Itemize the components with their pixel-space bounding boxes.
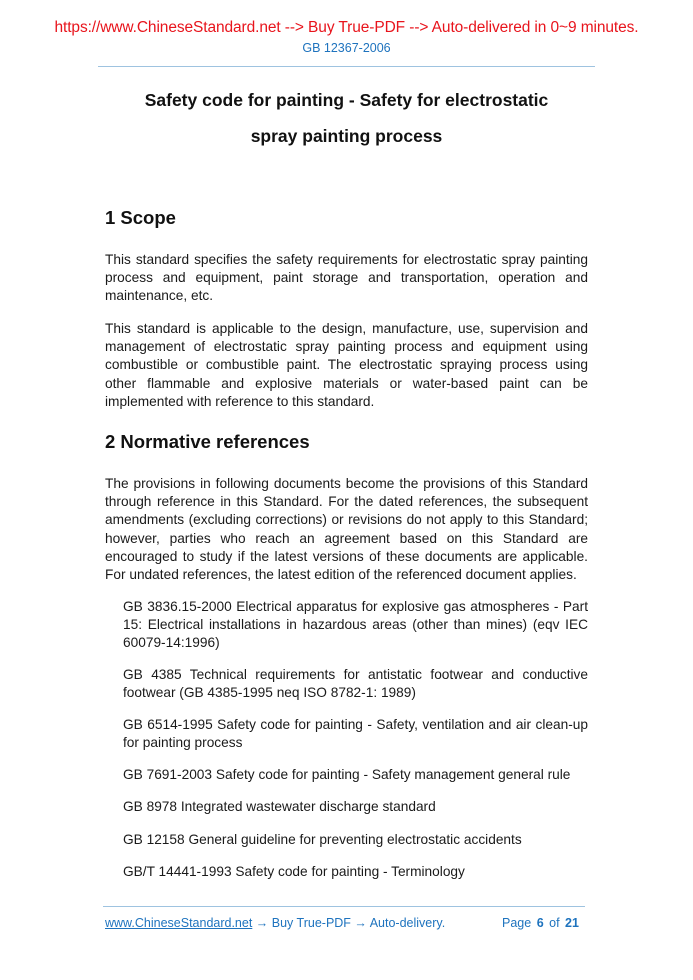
section-heading-scope: 1 Scope [105,207,176,228]
header-divider [98,66,595,67]
scope-paragraph-1: This standard specifies the safety requirements for electrostatic spray painting process and equipment, paint storage and transportation, operation and maintenance, etc. [105,252,588,304]
reference-item: GB 8978 Integrated wastewater discharge standard [123,799,436,814]
page-label: Page [502,916,532,930]
page-indicator [502,916,579,930]
reference-item: GB 6514-1995 Safety code for painting - Safety, ventilation and air clean-up for painting process [123,717,588,751]
standard-code: GB 12367-2006 [302,41,391,55]
scope-paragraph-2: This standard is applicable to the design, manufacture, use, supervision and management of electrostatic spray painting process and equipment using combustible or combustible paint. The electrostatic spraying process using other flammable and explosive materials or water-based paint can be implemented with reference to this standard. [105,321,588,409]
footer-site-link[interactable]: www.ChineseStandard.net [105,916,253,930]
document-title-line1: Safety code for painting - Safety for electrostatic [144,90,549,110]
page-of: of [549,916,560,930]
section-heading-normative-references: 2 Normative references [105,431,310,452]
normative-references-intro: The provisions in following documents become the provisions of this Standard through reference in this Standard. For the dated references, the subsequent amendments (excluding corrections) or revisions do not apply to this Standard; however, parties who reach an agreement based on this Standard are encouraged to study if the latest versions of these documents are applicable. For undated references, the latest edition of the referenced document applies. [105,476,588,583]
reference-item: GB 3836.15-2000 Electrical apparatus for explosive gas atmospheres - Part 15: Electrical installations in hazardous areas (other than mines) (eqv IEC 60079-14:1996) [123,599,588,651]
promo-banner[interactable]: https://www.ChineseStandard.net --> Buy True-PDF --> Auto-delivered in 0~9 minutes. [54,19,639,36]
footer-divider [103,906,585,907]
reference-item: GB/T 14441-1993 Safety code for painting - Terminology [123,864,465,879]
page-current: 6 [536,916,544,930]
document-title-line2: spray painting process [250,126,443,146]
page-total: 21 [565,916,579,930]
reference-item: GB 4385 Technical requirements for antistatic footwear and conductive footwear (GB 4385-1995 neq ISO 8782-1: 1989) [123,667,588,701]
footer-promo-text: → Buy True-PDF → Auto-delivery. [252,916,446,930]
reference-item: GB 12158 General guideline for preventing electrostatic accidents [123,832,522,847]
footer-promo [105,916,445,930]
reference-item: GB 7691-2003 Safety code for painting - Safety management general rule [123,767,571,782]
